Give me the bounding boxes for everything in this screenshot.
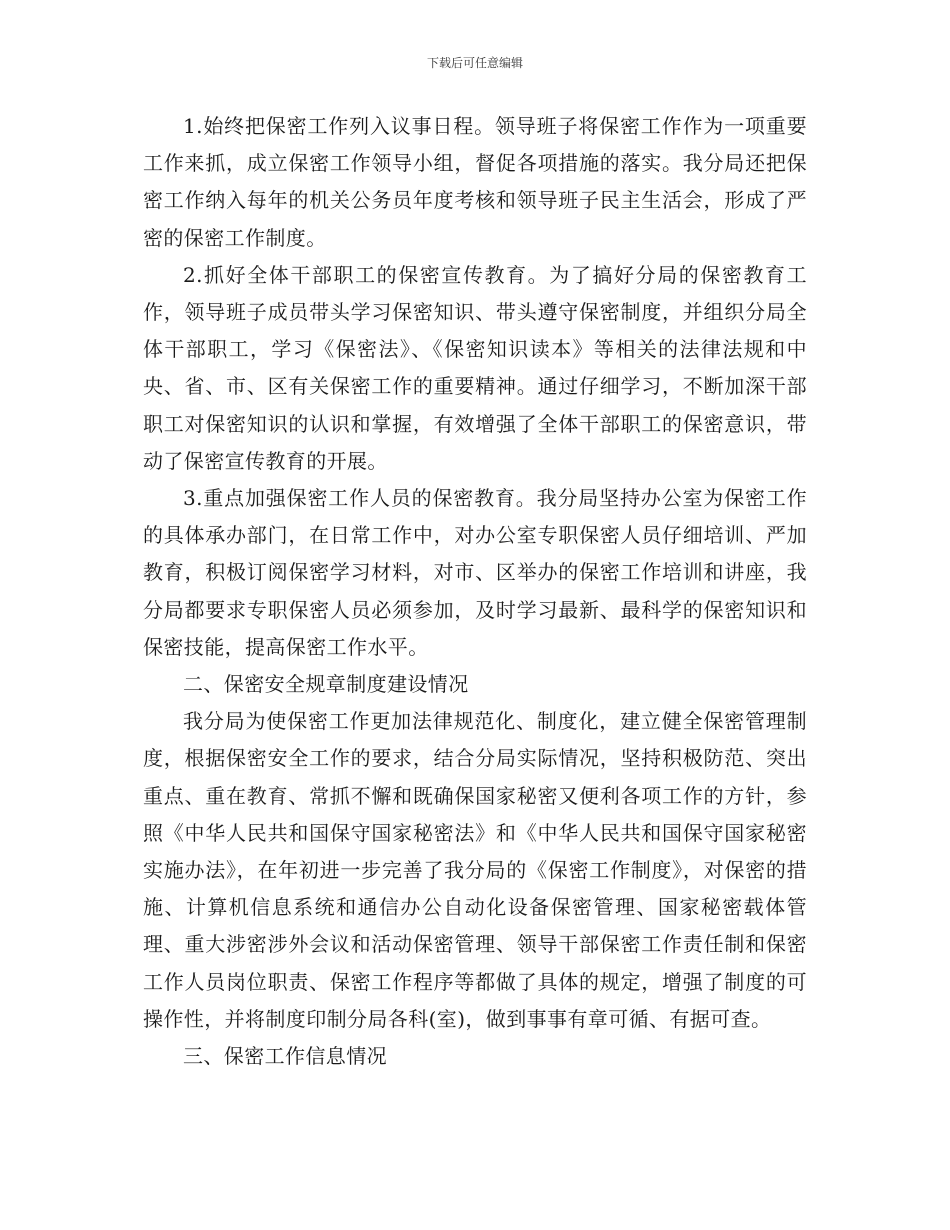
paragraph-2: 2.抓好全体干部职工的保密宣传教育。为了搞好分局的保密教育工作，领导班子成员带头学习保密知识、带头遵守保密制度，并组织分局全体干部职工，学习《保密法》、《保密知识读本》等相关的法律法规和中央、省、市、区有关保密工作的重要精神。通过仔细学习，不断加深干部职工对保密知识的认识和掌握，有效增强了全体干部职工的保密意识，带动了保密宣传教育的开展。 [143, 262, 807, 473]
page-header: 下载后可任意编辑 [426, 56, 523, 70]
paragraph-4: 我分局为使保密工作更加法律规范化、制度化，建立健全保密管理制度，根据保密安全工作的要求，结合分局实际情况，坚持积极防范、突出重点、重在教育、常抓不懈和既确保国家秘密又便利各项工作的方针，参照《中华人民共和国保守国家秘密法》和《中华人民共和国保守国家秘密实施办法》，在年初进一步完善了我分局的《保密工作制度》，对保密的措施、计算机信息系统和通信办公自动化设备保密管理、国家秘密载体管理、重大涉密涉外会议和活动保密管理、领导干部保密工作责任制和保密工作人员岗位职责、保密工作程序等都做了具体的规定，增强了制度的可操作性，并将制度印制分局各科(室)，做到事事有章可循、有据可查。 [143, 709, 807, 1031]
section-heading-3: 三、保密工作信息情况 [183, 1044, 387, 1069]
document-body [143, 108, 807, 1075]
section-heading-2: 二、保密安全规章制度建设情况 [183, 672, 469, 697]
paragraph-1: 1.始终把保密工作列入议事日程。领导班子将保密工作作为一项重要工作来抓，成立保密工作领导小组，督促各项措施的落实。我分局还把保密工作纳入每年的机关公务员年度考核和领导班子民主生活会，形成了严密的保密工作制度。 [143, 114, 807, 250]
paragraph-3: 3.重点加强保密工作人员的保密教育。我分局坚持办公室为保密工作的具体承办部门，在日常工作中，对办公室专职保密人员仔细培训、严加教育，积极订阅保密学习材料，对市、区举办的保密工作培训和讲座，我分局都要求专职保密人员必须参加，及时学习最新、最科学的保密知识和保密技能，提高保密工作水平。 [143, 486, 807, 659]
